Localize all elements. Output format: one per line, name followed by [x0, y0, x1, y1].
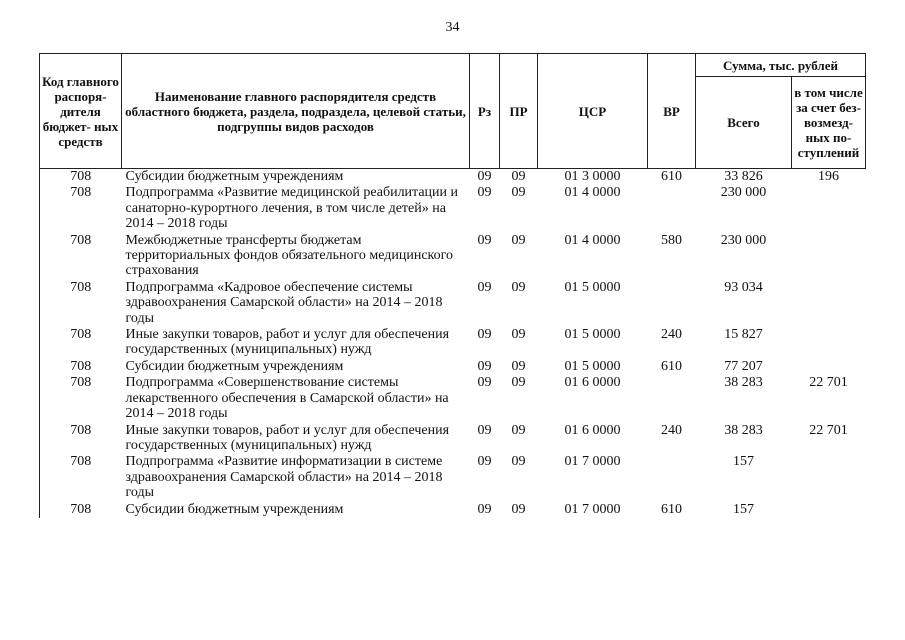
cell-name: Субсидии бюджетным учреждениям — [125, 169, 344, 184]
cell-rz: 09 — [477, 422, 492, 438]
cell-rz: 09 — [477, 327, 492, 343]
cell-rz: 09 — [477, 454, 492, 470]
cell-incl — [792, 327, 866, 359]
budget-table — [39, 53, 866, 518]
cell-pr: 09 — [511, 358, 526, 374]
cell-vr: 610 — [661, 169, 682, 184]
cell-name: Иные закупки товаров, работ и услуг для обеспечения государственных (муниципальных) нужд — [125, 422, 450, 453]
cell-pr: 09 — [511, 185, 526, 201]
cell-code: 708 — [40, 169, 122, 186]
cell-name: Подпрограмма «Кадровое обеспечение системы здравоохранения Самарской области» на 2014 – 2018 годы — [125, 279, 443, 326]
cell-pr: 09 — [511, 169, 526, 184]
cell-vr — [648, 454, 696, 501]
cell-rz: 09 — [477, 501, 492, 517]
table-row — [40, 233, 866, 280]
cell-rz: 09 — [477, 169, 492, 184]
cell-pr: 09 — [511, 232, 526, 248]
cell-csr: 01 4 0000 — [564, 232, 621, 248]
cell-incl: 22 701 — [809, 375, 848, 391]
cell-csr: 01 5 0000 — [564, 327, 621, 343]
cell-csr: 01 7 0000 — [564, 454, 621, 470]
cell-incl — [792, 502, 866, 518]
cell-name: Подпрограмма «Развитие информатизации в системе здравоохранения Самарской области» на 2014 – 2018 годы — [125, 454, 443, 501]
header-name: Наименование главного распорядителя средств областного бюджета, раздела, подраздела, целевой статьи, подгруппы видов расходов — [122, 54, 470, 169]
header-vr: ВР — [648, 54, 696, 169]
cell-incl — [792, 454, 866, 501]
cell-vr — [648, 375, 696, 422]
header-incl: в том числе за счет без- возмезд- ных по- ступлений — [792, 77, 866, 169]
cell-vr: 580 — [661, 232, 682, 248]
cell-code: 708 — [40, 359, 122, 375]
cell-code: 708 — [40, 233, 122, 280]
cell-vr: 240 — [661, 422, 682, 438]
cell-rz: 09 — [477, 232, 492, 248]
table-row — [40, 375, 866, 422]
cell-code: 708 — [40, 375, 122, 422]
cell-total: 77 207 — [724, 358, 763, 374]
cell-incl — [792, 280, 866, 327]
cell-total: 33 826 — [724, 169, 763, 184]
table-row — [40, 454, 866, 501]
cell-rz: 09 — [477, 279, 492, 295]
cell-name: Субсидии бюджетным учреждениям — [125, 358, 344, 374]
table-row — [40, 359, 866, 375]
cell-vr — [648, 280, 696, 327]
table-row — [40, 502, 866, 518]
cell-csr: 01 6 0000 — [564, 422, 621, 438]
cell-total: 38 283 — [724, 422, 763, 438]
cell-pr: 09 — [511, 375, 526, 391]
cell-rz: 09 — [477, 358, 492, 374]
header-total: Всего — [696, 77, 792, 169]
cell-pr: 09 — [511, 279, 526, 295]
cell-csr: 01 5 0000 — [564, 279, 621, 295]
cell-pr: 09 — [511, 454, 526, 470]
cell-name: Подпрограмма «Совершенствование системы лекарственного обеспечения в Самарской области» на 2014 – 2018 годы — [125, 375, 449, 422]
cell-total: 93 034 — [724, 279, 763, 295]
cell-csr: 01 5 0000 — [564, 358, 621, 374]
cell-csr: 01 6 0000 — [564, 375, 621, 391]
cell-code: 708 — [40, 454, 122, 501]
cell-csr: 01 3 0000 — [564, 169, 621, 184]
cell-csr: 01 4 0000 — [564, 185, 621, 201]
cell-code: 708 — [40, 423, 122, 455]
cell-total: 157 — [733, 454, 754, 470]
header-csr: ЦСР — [538, 54, 648, 169]
cell-total: 230 000 — [720, 232, 767, 248]
cell-total: 38 283 — [724, 375, 763, 391]
cell-name: Межбюджетные трансферты бюджетам территориальных фондов обязательного медицинского страхования — [125, 232, 454, 279]
page-number: 34 — [445, 20, 460, 35]
table-row — [40, 280, 866, 327]
header-code: Код главного распоря- дителя бюджет- ных средств — [40, 54, 122, 169]
cell-total: 157 — [733, 501, 754, 517]
cell-name: Субсидии бюджетным учреждениям — [125, 501, 344, 517]
table-row — [40, 423, 866, 455]
cell-vr: 610 — [661, 501, 682, 517]
cell-incl: 196 — [818, 169, 839, 184]
cell-code: 708 — [40, 280, 122, 327]
header-sum: Сумма, тыс. рублей — [696, 54, 866, 77]
header-rz: Рз — [470, 54, 500, 169]
cell-code: 708 — [40, 185, 122, 232]
cell-code: 708 — [40, 502, 122, 518]
cell-rz: 09 — [477, 375, 492, 391]
table-row — [40, 169, 866, 186]
cell-total: 15 827 — [724, 327, 763, 343]
cell-rz: 09 — [477, 185, 492, 201]
cell-code: 708 — [40, 327, 122, 359]
cell-pr: 09 — [511, 501, 526, 517]
table-body — [40, 169, 866, 518]
cell-incl — [792, 359, 866, 375]
header-pr: ПР — [500, 54, 538, 169]
cell-total: 230 000 — [720, 185, 767, 201]
cell-incl — [792, 233, 866, 280]
cell-csr: 01 7 0000 — [564, 501, 621, 517]
cell-name: Иные закупки товаров, работ и услуг для обеспечения государственных (муниципальных) нужд — [125, 327, 450, 358]
cell-incl — [792, 185, 866, 232]
cell-vr: 610 — [661, 358, 682, 374]
cell-vr — [648, 185, 696, 232]
cell-name: Подпрограмма «Развитие медицинской реабилитации и санаторно-курортного лечения, в том числе детей» на 2014 – 2018 годы — [125, 185, 459, 232]
table-row — [40, 185, 866, 232]
cell-pr: 09 — [511, 327, 526, 343]
table-row — [40, 327, 866, 359]
cell-vr: 240 — [661, 327, 682, 343]
cell-incl: 22 701 — [809, 422, 848, 438]
cell-pr: 09 — [511, 422, 526, 438]
